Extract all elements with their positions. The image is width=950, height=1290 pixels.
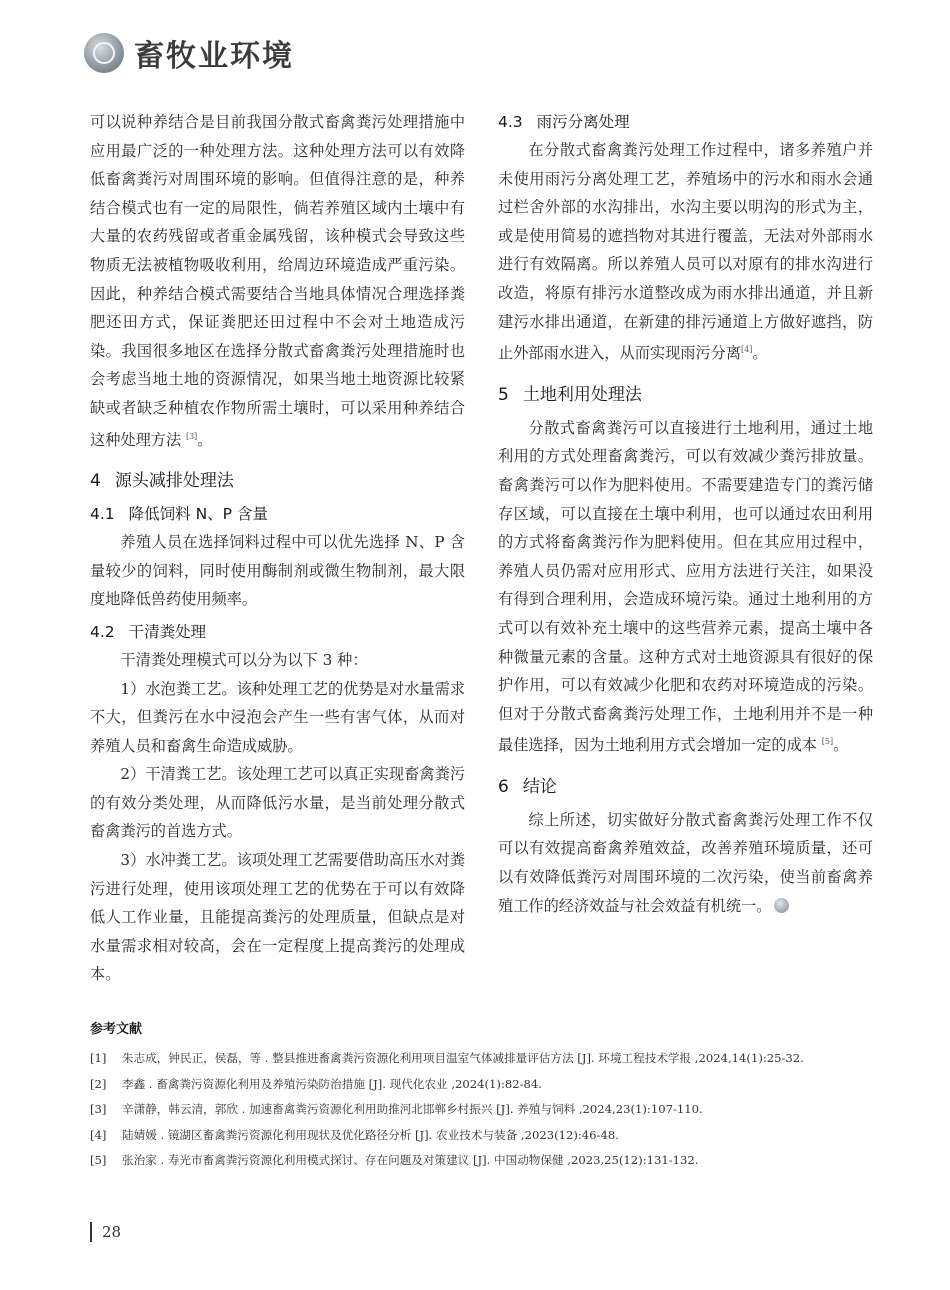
journal-header	[84, 30, 294, 76]
reference-item: [2] 李鑫 . 畜禽粪污资源化利用及养殖污染防治措施 [J]. 现代化农业 ,2024(1):82-84.	[90, 1076, 542, 1091]
section-4-2-heading: 4.2 干清粪处理	[90, 622, 207, 641]
section-5-heading: 5 土地利用处理法	[498, 384, 642, 405]
left-column	[90, 108, 465, 989]
citation-3[interactable]: [3]	[185, 431, 198, 441]
section-4-3-paragraph: 在分散式畜禽粪污处理工作过程中，诸多养殖户并未使用雨污分离处理工艺，养殖场中的污水和雨水会通过栏舍外部的水沟排出，水沟主要以明沟的形式为主，或是使用简易的遮挡物对其进行覆盖，无法对外部雨水进行有效隔离。所以养殖人员可以对原有的排水沟进行改造，将原有排污水道整改成为雨水排出通道，并且新建污水排出通道，在新建的排污通道上方做好遮挡，防止外部雨水进入，从而实现雨污分离[4]。	[498, 141, 873, 363]
section-4-3-heading: 4.3 雨污分离处理	[498, 113, 630, 131]
references-title: 参考文献	[90, 1022, 143, 1037]
section-4-heading: 4 源头减排处理法	[90, 471, 234, 492]
list-item-2: 2）干清粪工艺。该处理工艺可以真正实现畜禽粪污的有效分类处理，从而降低污水量，是当前处理分散式畜禽粪污的首选方式。	[90, 765, 466, 841]
reference-item: [3] 辛潇静，韩云清，郭欣 . 加速畜禽粪污资源化利用助推河北邯郸乡村振兴 [J]. 养殖与饲料 ,2024,23(1):107-110.	[90, 1102, 703, 1116]
section-4-1-heading: 4.1 降低饲料 N、P 含量	[90, 505, 268, 524]
list-item-1: 1）水泡粪工艺。该种处理工艺的优势是对水量需求不大，但粪污在水中浸泡会产生一些有害气体，从而对养殖人员和畜禽生命造成威胁。	[90, 679, 466, 755]
citation-5[interactable]: [5]	[821, 737, 834, 747]
reference-item: [4] 陆婧媛 . 镜湖区畜禽粪污资源化利用现状及优化路径分析 [J]. 农业技术与装备 ,2023(12):46-48.	[90, 1127, 619, 1142]
article-end-icon	[774, 898, 789, 913]
folio-divider	[90, 1222, 92, 1242]
section-5-paragraph: 分散式畜禽粪污可以直接进行土地利用，通过土地利用的方式处理畜禽粪污，可以有效减少粪污排放量。畜禽粪污可以作为肥料使用。不需要建造专门的粪污储存区域，可以直接在土壤中利用，也可以通过农田利用的方式将畜禽粪污作为肥料使用。但在其应用过程中，养殖人员仍需对应用形式、应用方法进行关注，如果没有得到合理利用，会造成环境污染。通过土地利用的方式可以有效补充土壤中的这些营养元素，提高土壤中各种微量元素的含量。这种方式对土地资源具有很好的保护作用，可以有效减少化肥和农药对环境造成的污染。但对于分散式畜禽粪污处理工作，土地利用并不是一种最佳选择，因为土地利用方式会增加一定的成本 [5]。	[498, 418, 873, 755]
references-section	[90, 1020, 880, 1174]
intro-paragraph: 可以说种养结合是目前我国分散式畜禽粪污处理措施中应用最广泛的一种处理方法。这种处理方法可以有效降低畜禽粪污对周围环境的影响。但值得注意的是，种养结合模式也有一定的局限性，倘若养殖区域内土壤中有大量的农药残留或者重金属残留，该种模式会导致这些物质无法被植物吸收利用，给周边环境造成严重污染。因此，种养结合模式需要结合当地具体情况合理选择粪肥还田方式，保证粪肥还田过程中不会对土地造成污染。我国很多地区在选择分散式畜禽粪污处理措施时也会考虑当地土地的资源情况，如果当地土地资源比较紧缺或者缺乏种植农作物所需土壤时，可以采用种养结合这种处理方法 [3]。	[90, 113, 465, 449]
list-item-label: 3）水冲粪工艺。	[120, 851, 237, 870]
page-footer	[90, 1222, 121, 1242]
section-4-2-intro: 干清粪处理模式可以分为以下 3 种：	[120, 650, 368, 669]
list-item-label: 1）水泡粪工艺。	[120, 679, 237, 698]
journal-seal-icon	[84, 33, 124, 73]
journal-name: 畜牧业环境	[134, 39, 294, 74]
right-column	[498, 108, 873, 920]
page-number: 28	[102, 1223, 122, 1241]
list-item-label: 2）干清粪工艺。	[120, 765, 237, 784]
list-item-3: 3）水冲粪工艺。该项处理工艺需要借助高压水对粪污进行处理，使用该项处理工艺的优势在于可以有效降低人工作业量，且能提高粪污的处理质量，但缺点是对水量需求相对较高，会在一定程度上提高粪污的处理成本。	[90, 851, 466, 984]
citation-4[interactable]: [4]	[741, 345, 753, 355]
section-6-paragraph: 综上所述，切实做好分散式畜禽粪污处理工作不仅可以有效提高畜禽养殖效益，改善养殖环境质量，还可以有效降低粪污对周围环境的二次污染，使当前畜禽养殖工作的经济效益与社会效益有机统一。	[498, 810, 873, 915]
reference-item: [1] 朱志成，钟民正，侯磊，等 . 整县推进畜禽粪污资源化利用项目温室气体减排量评估方法 [J]. 环境工程技术学报 ,2024,14(1):25-32.	[90, 1051, 804, 1065]
section-4-1-paragraph: 养殖人员在选择饲料过程中可以优先选择 N、P 含量较少的饲料，同时使用酶制剂或微生物制剂，最大限度地降低兽药使用频率。	[90, 533, 465, 609]
section-6-heading: 6 结论	[498, 776, 557, 797]
reference-item: [5] 张治家 . 寿光市畜禽粪污资源化利用模式探讨、存在问题及对策建议 [J]. 中国动物保健 ,2023,25(12):131-132.	[90, 1153, 699, 1167]
